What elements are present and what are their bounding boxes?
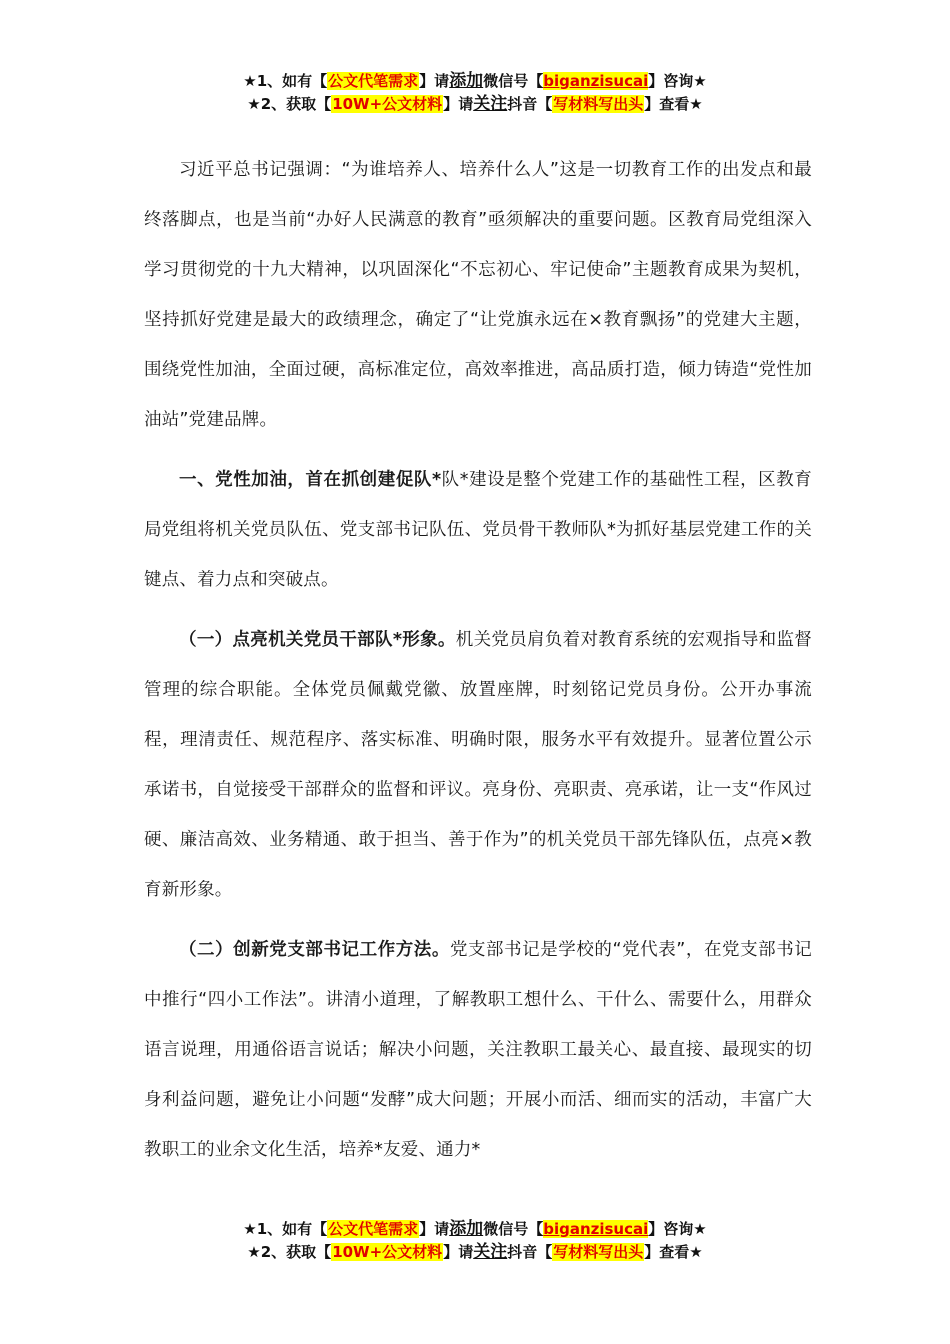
- subsection-heading: （一）点亮机关党员干部队*形象。: [179, 630, 456, 650]
- banner-line-2: ★2、获取【10W+公文材料】请关注抖音【写材料写出头】查看★: [247, 94, 703, 114]
- banner-line-1: ★1、如有【公文代笔需求】请添加微信号【biganzisucai】咨询★: [243, 71, 707, 91]
- douyin-account: 写材料写出头: [553, 1243, 644, 1261]
- banner-line-1: ★1、如有【公文代笔需求】请添加微信号【biganzisucai】咨询★: [243, 1219, 707, 1239]
- highlight-service: 公文代笔需求: [328, 1220, 419, 1238]
- douyin-account: 写材料写出头: [553, 95, 644, 113]
- wechat-id: biganzisucai: [543, 1220, 649, 1238]
- section-heading: 一、党性加油，首在抓创建促队*: [179, 470, 442, 490]
- paragraph-section-1: 一、党性加油，首在抓创建促队*队*建设是整个党建工作的基础性工程，区教育局党组将机关党员队伍、党支部书记队伍、党员骨干教师队*为抓好基层党建工作的关键点、着力点和突破点。: [144, 470, 812, 590]
- highlight-materials: 10W+公文材料: [332, 95, 443, 113]
- header-banner: [0, 70, 950, 116]
- paragraph-subsection-2: （二）创新党支部书记工作方法。党支部书记是学校的“党代表”，在党支部书记中推行“四小工作法”。讲清小道理，了解教职工想什么、干什么、需要什么，用群众语言说理，用通俗语言说话；解决小问题，关注教职工最关心、最直接、最现实的切身利益问题，避免让小问题“发酵”成大问题；开展小而活、细而实的活动，丰富广大教职工的业余文化生活，培养*友爱、通力*: [144, 940, 813, 1160]
- paragraph-subsection-1: （一）点亮机关党员干部队*形象。机关党员肩负着对教育系统的宏观指导和监督管理的综合职能。全体党员佩戴党徽、放置座牌，时刻铭记党员身份。公开办事流程，理清责任、规范程序、落实标准、明确时限，服务水平有效提升。显著位置公示承诺书，自觉接受干部群众的监督和评议。亮身份、亮职责、亮承诺，让一支“作风过硬、廉洁高效、业务精通、敢于担当、善于作为”的机关党员干部先锋队伍，点亮×教育新形象。: [144, 630, 812, 900]
- footer-banner: [0, 1218, 950, 1264]
- document-body: [144, 145, 812, 1185]
- paragraph-intro: 习近平总书记强调：“为谁培养人、培养什么人”这是一切教育工作的出发点和最终落脚点，也是当前“办好人民满意的教育”亟须解决的重要问题。区教育局党组深入学习贯彻党的十九大精神，以巩固深化“不忘初心、牢记使命”主题教育成果为契机，坚持抓好党建是最大的政绩理念，确定了“让党旗永远在×教育飘扬”的党建大主题，围绕党性加油，全面过硬，高标准定位，高效率推进，高品质打造，倾力铸造“党性加油站”党建品牌。: [144, 160, 812, 430]
- banner-line-2: ★2、获取【10W+公文材料】请关注抖音【写材料写出头】查看★: [247, 1242, 703, 1262]
- subsection-heading: （二）创新党支部书记工作方法。: [179, 940, 450, 960]
- highlight-service: 公文代笔需求: [328, 72, 419, 90]
- highlight-materials: 10W+公文材料: [332, 1243, 443, 1261]
- wechat-id: biganzisucai: [543, 72, 649, 90]
